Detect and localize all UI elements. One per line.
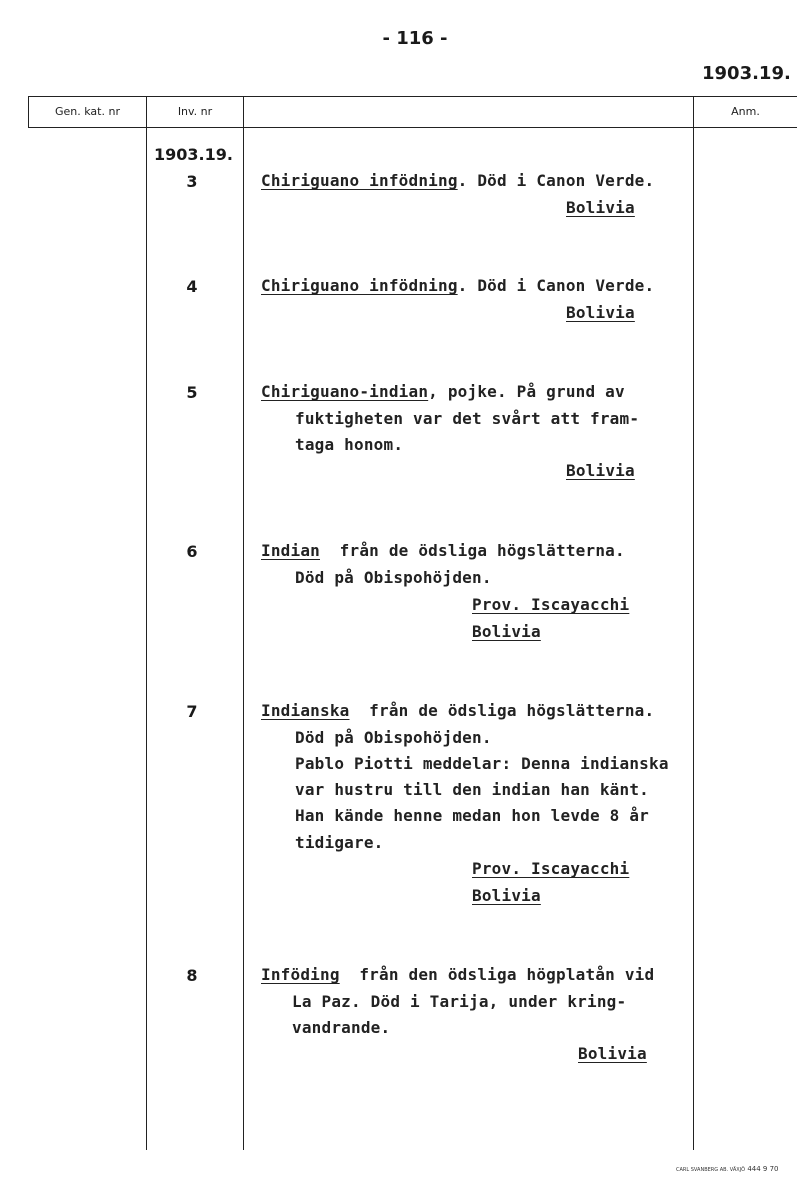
entry-text: . Död i Canon Verde.	[457, 276, 655, 295]
entry-first-line	[261, 541, 625, 560]
entry-title: Indianska	[261, 701, 350, 720]
inv-number: 4	[186, 277, 198, 296]
entry-first-line	[261, 171, 654, 190]
inv-number: 8	[186, 966, 198, 985]
entry-place: Bolivia	[566, 461, 635, 480]
entry-place: Prov. Iscayacchi	[472, 595, 630, 614]
inv-number: 3	[186, 172, 198, 191]
page-number: - 116 -	[382, 28, 448, 49]
inv-prefix: 1903.19.	[154, 145, 233, 164]
printer-imprint	[676, 1165, 779, 1173]
entry-line: Död på Obispohöjden.	[295, 728, 492, 747]
entry-first-line	[261, 276, 654, 295]
entry-line: tidigare.	[295, 833, 384, 852]
column-header-gen-kat: Gen. kat. nr	[55, 105, 120, 118]
entry-text: , pojke. På grund av	[428, 382, 625, 401]
column-divider-3	[693, 96, 694, 1150]
inv-number: 7	[186, 702, 198, 721]
inv-number: 5	[186, 383, 198, 402]
entry-text: . Död i Canon Verde.	[457, 171, 655, 190]
entry-place: Bolivia	[472, 886, 541, 905]
entry-line: var hustru till den indian han känt.	[295, 780, 649, 799]
entry-text: från de ödsliga högslätterna.	[349, 701, 655, 720]
entry-text: från den ödsliga högplatån vid	[339, 965, 655, 984]
entry-place: Bolivia	[472, 622, 541, 641]
entry-place: Bolivia	[566, 198, 635, 217]
header-year: 1903.19.	[702, 63, 791, 84]
column-divider-2	[243, 96, 244, 1150]
header-top-rule	[28, 96, 797, 97]
entry-place: Prov. Iscayacchi	[472, 859, 630, 878]
entry-line: Död på Obispohöjden.	[295, 568, 492, 587]
entry-line: Pablo Piotti meddelar: Denna indianska	[295, 754, 669, 773]
entry-first-line	[261, 382, 625, 401]
entry-title: Indian	[261, 541, 320, 560]
entry-text: från de ödsliga högslätterna.	[320, 541, 625, 560]
entry-title: Chiriguano infödning	[261, 276, 458, 295]
entry-place: Bolivia	[566, 303, 635, 322]
entry-line: La Paz. Död i Tarija, under kring-	[292, 992, 627, 1011]
column-header-anm: Anm.	[731, 105, 760, 118]
entry-title: Chiriguano infödning	[261, 171, 458, 190]
entry-line: fuktigheten var det svårt att fram-	[295, 409, 640, 428]
entry-title: Inföding	[261, 965, 340, 984]
inv-number: 6	[186, 542, 198, 561]
entry-line: vandrande.	[292, 1018, 391, 1037]
header-bottom-rule	[28, 127, 797, 128]
entry-title: Chiriguano-indian	[261, 382, 429, 401]
entry-first-line	[261, 965, 654, 984]
entry-line: Han kände henne medan hon levde 8 år	[295, 806, 649, 825]
column-header-inv: Inv. nr	[177, 105, 213, 118]
printer-code: 444 9 70	[747, 1165, 779, 1173]
column-divider-1	[146, 96, 147, 1150]
entry-place: Bolivia	[578, 1044, 647, 1063]
entry-line: taga honom.	[295, 435, 404, 454]
entry-first-line	[261, 701, 654, 720]
printer-mark: CARL SVANBERG AB. VÄXJÖ	[676, 1167, 746, 1173]
